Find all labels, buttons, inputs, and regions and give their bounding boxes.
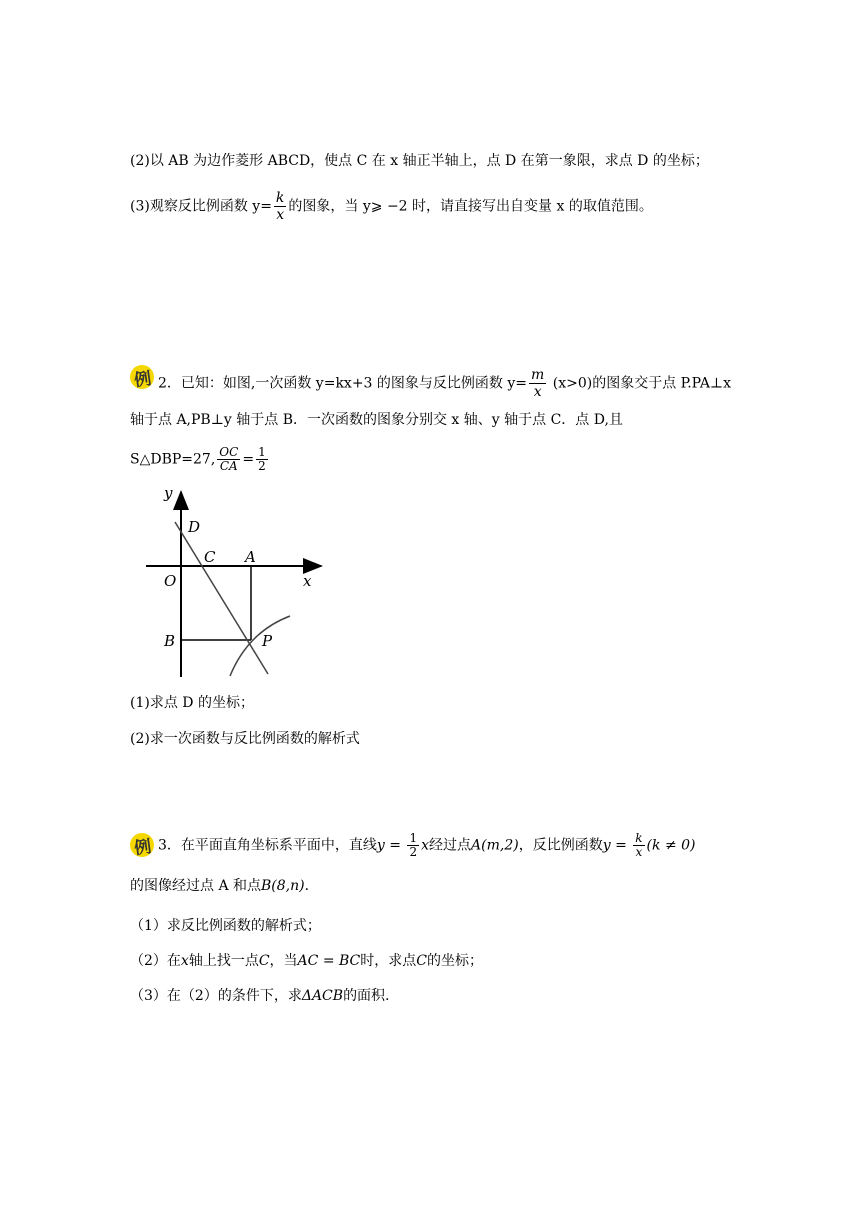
ex3-line2 — [130, 876, 319, 896]
ex3-fraction-k-over-x: $\frac{k}{x}$ — [635, 831, 643, 859]
ex2-line1-prefix: 2．已知：如图,一次函数 y=kx+3 的图象与反比例函数 y= — [158, 375, 528, 392]
ex2-equals: = — [242, 451, 255, 468]
q1-part3 — [130, 190, 653, 223]
ex3-part2 — [130, 951, 483, 971]
ex3-part3-a: （3）在（2）的条件下，求 — [130, 988, 302, 1004]
ex3-part2-condition: AC = BC — [297, 953, 361, 969]
ex2-fraction-one-half: $\frac{1}{2}$ — [258, 445, 266, 473]
ex3-part2-c-point-2: C — [416, 953, 427, 969]
label-y: y — [164, 484, 173, 502]
example-badge-3: 例 — [130, 833, 154, 857]
ex2-part2: (2)求一次函数与反比例函数的解析式 — [130, 731, 360, 747]
ex3-y: y — [376, 837, 385, 854]
label-o: O — [164, 572, 177, 590]
ex3-line2-end: ． — [304, 878, 319, 894]
q1-part3-prefix: (3)观察反比例函数 y= — [130, 198, 272, 215]
ex3-part2-d: 时，求点 — [360, 953, 417, 969]
example-badge-2: 例 — [130, 365, 154, 389]
hyperbola-curve — [230, 616, 290, 676]
ex3-line1-a: 3．在平面直角坐标系平面中，直线 — [158, 837, 377, 854]
label-b: B — [164, 632, 176, 650]
ex2-line1-suffix: (x>0)的图象交于点 P.PA⊥x — [548, 375, 731, 392]
ex3-point-a: A(m,2) — [471, 837, 519, 854]
ex2-line3-prefix: S△DBP=27, — [130, 451, 216, 468]
ex3-y2: y — [602, 837, 611, 854]
ex3-eq2: = — [610, 837, 632, 854]
ex2-line2: 轴于点 A,PB⊥y 轴于点 B．一次函数的图象分别交 x 轴、y 轴于点 C．点 D,且 — [130, 412, 623, 428]
ex3-line1 — [158, 832, 696, 859]
ex3-part1: （1）求反比例函数的解析式； — [130, 918, 321, 934]
ex3-part3-b: 的面积. — [343, 988, 390, 1004]
ex2-part1: (1)求点 D 的坐标； — [130, 695, 254, 711]
ex3-line1-c: ，反比例函数 — [518, 837, 603, 854]
ex2-line1 — [158, 367, 731, 400]
ex2-line3 — [130, 446, 270, 473]
ex3-triangle: ΔACB — [301, 988, 344, 1004]
ex3-line1-b: 经过点 — [429, 837, 472, 854]
coordinate-figure — [138, 482, 338, 682]
label-a: A — [245, 548, 256, 566]
label-x: x — [303, 572, 312, 590]
ex3-condition: (k ≠ 0) — [646, 837, 696, 854]
q1-fraction-k-over-x: $\frac{k}{x}$ — [275, 190, 285, 223]
ex3-part2-e: 的坐标； — [426, 953, 483, 969]
ex3-fraction-one-half: $\frac{1}{2}$ — [409, 831, 418, 859]
ex3-part3 — [130, 986, 390, 1006]
ex3-part2-x: x — [180, 953, 189, 969]
ex3-part2-c-point: C — [258, 953, 270, 969]
ex3-part2-c: ，当 — [269, 953, 298, 969]
ex3-part2-a: （2）在 — [130, 953, 181, 969]
ex2-fraction-m-over-x: $\frac{m}{x}$ — [531, 367, 545, 400]
ex3-part2-b: 轴上找一点 — [188, 953, 259, 969]
label-d: D — [188, 518, 201, 536]
ex3-line2-a: 的图像经过点 A 和点 — [130, 878, 262, 894]
linear-function-line — [175, 522, 268, 674]
ex2-fraction-oc-ca: $\frac{OC}{CA}$ — [219, 445, 239, 473]
ex3-eq: = — [384, 837, 406, 854]
ex3-x: x — [421, 837, 430, 854]
label-c: C — [204, 548, 216, 566]
q1-part2: (2)以 AB 为边作菱形 ABCD，使点 C 在 x 轴正半轴上，点 D 在第一象限，求点 D 的坐标； — [130, 153, 709, 169]
q1-part3-suffix: 的图象，当 y⩾ −2 时，请直接写出自变量 x 的取值范围。 — [288, 198, 653, 215]
ex3-point-b: B(8,n) — [261, 878, 305, 894]
label-p: P — [262, 632, 273, 650]
